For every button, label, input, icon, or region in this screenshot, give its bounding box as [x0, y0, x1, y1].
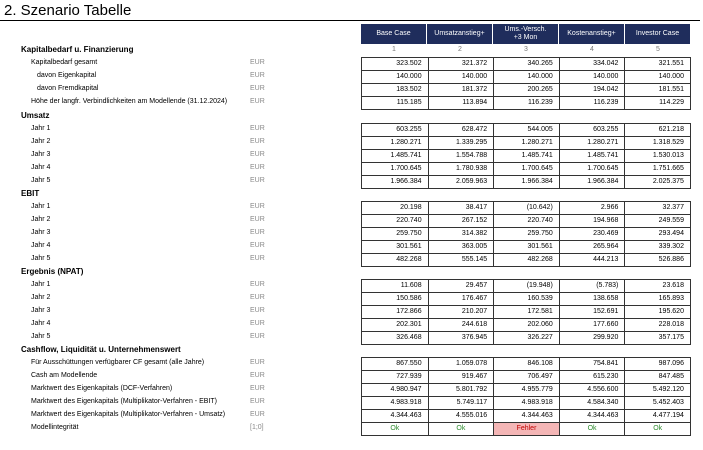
- value-cell: 293.494: [624, 228, 690, 240]
- section-title: Cashflow, Liquidität u. Unternehmenswert: [21, 345, 181, 354]
- row-unit: EUR: [250, 359, 265, 366]
- value-cell: 4.556.600: [559, 384, 625, 396]
- status-cell: Fehler: [493, 423, 559, 435]
- table-row: [362, 202, 690, 214]
- section-values-grid: [361, 57, 691, 110]
- value-cell: 555.145: [428, 254, 494, 266]
- value-cell: 116.239: [493, 97, 559, 109]
- value-cell: 754.841: [559, 358, 625, 370]
- section-values-grid: [361, 279, 691, 345]
- value-cell: 115.185: [396, 99, 422, 106]
- value-cell: 1.485.741: [493, 150, 559, 162]
- value-cell: 4.344.463: [390, 412, 422, 419]
- value-cell: 326.227: [493, 332, 559, 344]
- column-header-label: Ums.-Versch. +3 Mon: [504, 26, 547, 41]
- value-cell: 4.555.016: [428, 410, 494, 422]
- row-label: Jahr 2: [31, 138, 51, 145]
- row-label: Modellintegrität: [31, 424, 79, 431]
- table-row: [362, 370, 690, 383]
- value-cell: 1.485.741: [390, 152, 422, 159]
- value-cell: 230.469: [559, 228, 625, 240]
- value-cell: 4.477.194: [624, 410, 690, 422]
- value-cell: 1.280.271: [390, 139, 422, 146]
- section-title: Umsatz: [21, 111, 50, 120]
- column-header: [559, 24, 625, 44]
- column-header-label: Umsatzanstieg+: [434, 30, 485, 37]
- column-header: [361, 24, 427, 44]
- value-cell: 202.060: [493, 319, 559, 331]
- value-cell: 1.700.645: [493, 163, 559, 175]
- row-label: davon Fremdkapital: [37, 85, 99, 92]
- value-cell: 301.561: [493, 241, 559, 253]
- value-cell: 114.229: [624, 97, 690, 109]
- value-cell: 165.893: [624, 293, 690, 305]
- value-cell: 357.175: [624, 332, 690, 344]
- row-label: Jahr 2: [31, 216, 51, 223]
- value-cell: 1.339.295: [428, 137, 494, 149]
- section-values-grid: [361, 357, 691, 436]
- row-unit: EUR: [250, 333, 265, 340]
- value-cell: 183.502: [396, 86, 422, 93]
- row-unit: EUR: [250, 372, 265, 379]
- table-row: [362, 280, 690, 292]
- value-cell: 444.213: [559, 254, 625, 266]
- table-row: [362, 136, 690, 149]
- value-cell: 376.945: [428, 332, 494, 344]
- value-cell: (5.783): [559, 280, 625, 292]
- row-label: Marktwert des Eigenkapitals (Multiplikator-Verfahren - Umsatz): [31, 411, 226, 418]
- value-cell: 1.751.665: [624, 163, 690, 175]
- value-cell: 1.966.384: [390, 178, 422, 185]
- table-row: [362, 383, 690, 396]
- value-cell: 194.042: [559, 84, 625, 96]
- value-cell: 1.530.013: [624, 150, 690, 162]
- value-cell: 621.218: [624, 124, 690, 136]
- value-cell: 603.255: [396, 126, 422, 133]
- value-cell: 5.801.792: [428, 384, 494, 396]
- row-label: davon Eigenkapital: [37, 72, 97, 79]
- value-cell: 1.280.271: [559, 137, 625, 149]
- value-cell: 1.554.788: [428, 150, 494, 162]
- value-cell: 181.372: [428, 84, 494, 96]
- value-cell: 259.750: [493, 228, 559, 240]
- value-cell: 244.618: [428, 319, 494, 331]
- row-label: Jahr 1: [31, 125, 51, 132]
- value-cell: 1.318.529: [624, 137, 690, 149]
- section-title: Ergebnis (NPAT): [21, 267, 84, 276]
- row-unit: EUR: [250, 229, 265, 236]
- value-cell: 181.551: [624, 84, 690, 96]
- table-row: [362, 358, 690, 370]
- value-cell: 1.966.384: [493, 176, 559, 188]
- value-cell: 4.584.340: [559, 397, 625, 409]
- value-cell: 172.581: [493, 306, 559, 318]
- value-cell: 919.467: [428, 371, 494, 383]
- row-label: Jahr 4: [31, 320, 51, 327]
- value-cell: 210.207: [428, 306, 494, 318]
- value-cell: 23.618: [624, 280, 690, 292]
- column-header-label: Kostenanstieg+: [567, 30, 616, 37]
- value-cell: 220.740: [396, 217, 422, 224]
- row-unit: EUR: [250, 411, 265, 418]
- column-number: 1: [392, 46, 396, 53]
- value-cell: 1.280.271: [493, 137, 559, 149]
- value-cell: 29.457: [428, 280, 494, 292]
- value-cell: 321.551: [624, 58, 690, 70]
- table-row: [362, 396, 690, 409]
- row-unit: EUR: [250, 164, 265, 171]
- row-unit: EUR: [250, 98, 265, 105]
- value-cell: 140.000: [559, 71, 625, 83]
- row-unit: EUR: [250, 125, 265, 132]
- row-unit: EUR: [250, 138, 265, 145]
- value-cell: (19.948): [493, 280, 559, 292]
- value-cell: 628.472: [428, 124, 494, 136]
- column-number: 2: [458, 46, 462, 53]
- table-row: [362, 253, 690, 266]
- value-cell: 299.920: [559, 332, 625, 344]
- row-label: Jahr 3: [31, 307, 51, 314]
- value-cell: 846.108: [493, 358, 559, 370]
- row-label: Jahr 4: [31, 242, 51, 249]
- row-unit: [1;0]: [250, 424, 264, 431]
- row-unit: EUR: [250, 151, 265, 158]
- page-title: 2. Szenario Tabelle: [4, 2, 132, 19]
- value-cell: 321.372: [428, 58, 494, 70]
- section-title: Kapitalbedarf u. Finanzierung: [21, 45, 134, 54]
- table-row: [362, 240, 690, 253]
- value-cell: 2.966: [559, 202, 625, 214]
- value-cell: 265.964: [559, 241, 625, 253]
- value-cell: 140.000: [396, 73, 422, 80]
- row-unit: EUR: [250, 320, 265, 327]
- column-header: [625, 24, 691, 44]
- value-cell: 4.344.463: [559, 410, 625, 422]
- value-cell: 1.780.938: [428, 163, 494, 175]
- value-cell: 32.377: [624, 202, 690, 214]
- row-label: Jahr 5: [31, 255, 51, 262]
- row-unit: EUR: [250, 216, 265, 223]
- value-cell: 706.497: [493, 371, 559, 383]
- table-row: [362, 149, 690, 162]
- value-cell: 323.502: [396, 60, 422, 67]
- value-cell: 172.866: [396, 308, 422, 315]
- row-label: Jahr 5: [31, 177, 51, 184]
- status-cell: Ok: [390, 425, 400, 432]
- table-row: [362, 214, 690, 227]
- value-cell: 1.700.645: [559, 163, 625, 175]
- value-cell: 326.468: [396, 334, 422, 341]
- title-underline: [0, 20, 700, 21]
- section-title: EBIT: [21, 189, 40, 198]
- column-header-label: Base Case: [376, 30, 411, 37]
- row-unit: EUR: [250, 385, 265, 392]
- row-label: Für Ausschüttungen verfügbarer CF gesamt (alle Jahre): [31, 359, 205, 366]
- value-cell: 267.152: [428, 215, 494, 227]
- value-cell: 160.539: [493, 293, 559, 305]
- value-cell: 1.485.741: [559, 150, 625, 162]
- table-row: [362, 331, 690, 344]
- column-header: [493, 24, 559, 44]
- value-cell: 4.955.779: [493, 384, 559, 396]
- column-header: [427, 24, 493, 44]
- value-cell: 2.025.375: [624, 176, 690, 188]
- row-label: Cash am Modellende: [31, 372, 98, 379]
- row-unit: EUR: [250, 72, 265, 79]
- section-values-grid: [361, 123, 691, 189]
- row-label: Jahr 1: [31, 281, 51, 288]
- table-row: [362, 175, 690, 188]
- row-label: Jahr 4: [31, 164, 51, 171]
- row-unit: EUR: [250, 85, 265, 92]
- table-row: [362, 83, 690, 96]
- value-cell: 200.265: [493, 84, 559, 96]
- value-cell: 482.268: [493, 254, 559, 266]
- row-label: Marktwert des Eigenkapitals (DCF-Verfahren): [31, 385, 173, 392]
- row-label: Höhe der langfr. Verbindlichkeiten am Modellende (31.12.2024): [31, 98, 228, 105]
- value-cell: 526.886: [624, 254, 690, 266]
- value-cell: 140.000: [624, 71, 690, 83]
- value-cell: 4.983.918: [390, 399, 422, 406]
- value-cell: 176.467: [428, 293, 494, 305]
- value-cell: 150.586: [396, 295, 422, 302]
- status-cell: Ok: [559, 423, 625, 435]
- row-label: Jahr 2: [31, 294, 51, 301]
- value-cell: 138.658: [559, 293, 625, 305]
- row-label: Jahr 3: [31, 229, 51, 236]
- value-cell: 340.265: [493, 58, 559, 70]
- value-cell: 727.939: [396, 373, 422, 380]
- value-cell: 20.198: [400, 204, 422, 211]
- value-cell: 1.966.384: [559, 176, 625, 188]
- section-values-grid: [361, 201, 691, 267]
- table-row: [362, 292, 690, 305]
- status-cell: Ok: [624, 423, 690, 435]
- value-cell: 334.042: [559, 58, 625, 70]
- value-cell: 195.620: [624, 306, 690, 318]
- status-cell: Ok: [428, 423, 494, 435]
- row-label: Kapitalbedarf gesamt: [31, 59, 98, 66]
- value-cell: 1.059.078: [428, 358, 494, 370]
- value-cell: 5.452.403: [624, 397, 690, 409]
- value-cell: 867.550: [396, 360, 422, 367]
- value-cell: 249.559: [624, 215, 690, 227]
- value-cell: 5.492.120: [624, 384, 690, 396]
- row-unit: EUR: [250, 59, 265, 66]
- value-cell: 113.894: [428, 97, 494, 109]
- value-cell: 228.018: [624, 319, 690, 331]
- table-row: [362, 96, 690, 109]
- value-cell: 152.691: [559, 306, 625, 318]
- row-label: Jahr 1: [31, 203, 51, 210]
- row-unit: EUR: [250, 242, 265, 249]
- row-unit: EUR: [250, 281, 265, 288]
- table-row: [362, 70, 690, 83]
- row-unit: EUR: [250, 307, 265, 314]
- value-cell: 544.005: [493, 124, 559, 136]
- row-unit: EUR: [250, 255, 265, 262]
- value-cell: 202.301: [396, 321, 422, 328]
- value-cell: (10.642): [493, 202, 559, 214]
- value-cell: 4.980.947: [390, 386, 422, 393]
- value-cell: 301.561: [396, 243, 422, 250]
- value-cell: 220.740: [493, 215, 559, 227]
- row-label: Marktwert des Eigenkapitals (Multiplikator-Verfahren - EBIT): [31, 398, 217, 405]
- value-cell: 363.005: [428, 241, 494, 253]
- row-label: Jahr 5: [31, 333, 51, 340]
- value-cell: 603.255: [559, 124, 625, 136]
- value-cell: 2.059.963: [428, 176, 494, 188]
- table-row: [362, 409, 690, 422]
- value-cell: 615.230: [559, 371, 625, 383]
- value-cell: 987.096: [624, 358, 690, 370]
- table-row: [362, 124, 690, 136]
- table-row: [362, 227, 690, 240]
- column-number: 4: [590, 46, 594, 53]
- value-cell: 38.417: [428, 202, 494, 214]
- column-number: 5: [656, 46, 660, 53]
- value-cell: 259.750: [396, 230, 422, 237]
- table-row: [362, 305, 690, 318]
- table-row: [362, 162, 690, 175]
- column-number: 3: [524, 46, 528, 53]
- value-cell: 1.700.645: [390, 165, 422, 172]
- value-cell: 314.382: [428, 228, 494, 240]
- value-cell: 339.302: [624, 241, 690, 253]
- value-cell: 4.983.918: [493, 397, 559, 409]
- value-cell: 194.968: [559, 215, 625, 227]
- value-cell: 482.268: [396, 256, 422, 263]
- row-unit: EUR: [250, 177, 265, 184]
- row-unit: EUR: [250, 398, 265, 405]
- value-cell: 116.239: [559, 97, 625, 109]
- table-row: [362, 422, 690, 435]
- table-row: [362, 318, 690, 331]
- column-header-label: Investor Case: [635, 30, 680, 37]
- value-cell: 177.660: [559, 319, 625, 331]
- table-row: [362, 58, 690, 70]
- value-cell: 140.000: [493, 71, 559, 83]
- row-unit: EUR: [250, 203, 265, 210]
- row-unit: EUR: [250, 294, 265, 301]
- value-cell: 4.344.463: [493, 410, 559, 422]
- value-cell: 5.749.117: [428, 397, 494, 409]
- value-cell: 11.608: [400, 282, 422, 289]
- value-cell: 140.000: [428, 71, 494, 83]
- value-cell: 847.485: [624, 371, 690, 383]
- row-label: Jahr 3: [31, 151, 51, 158]
